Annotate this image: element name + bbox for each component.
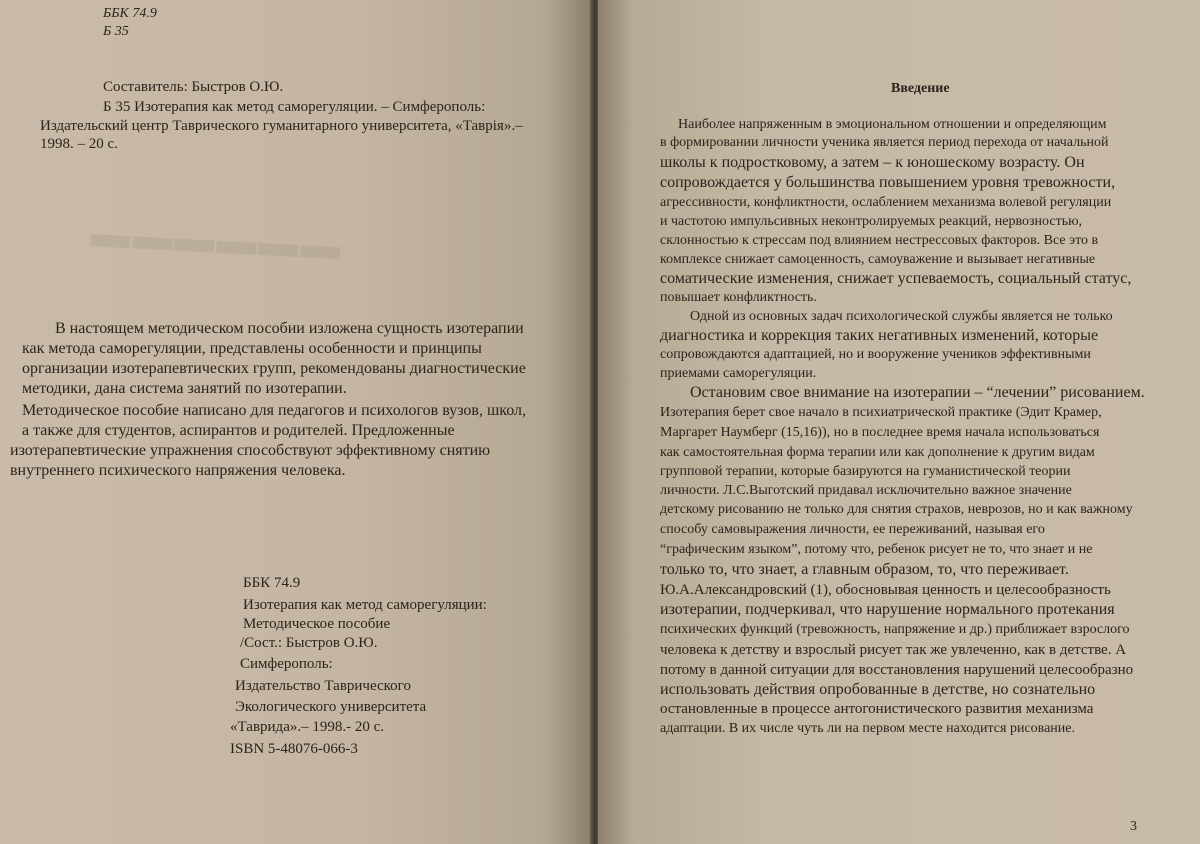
body-line: повышает конфликтность. — [660, 290, 817, 305]
body-line: способу самовыражения личности, ее переживаний, называя его — [660, 522, 1045, 537]
body-line: изотерапии, подчеркивал, что нарушение нормального протекания — [660, 601, 1115, 618]
section-title: Введение — [891, 81, 950, 96]
body-line: в формировании личности ученика является период перехода от начальной — [660, 135, 1109, 150]
catalog-line: Экологического университета — [235, 699, 427, 715]
catalog-line: ББК 74.9 — [243, 575, 301, 591]
abstract-line: В настоящем методическом пособии изложена сущность изотерапии — [55, 320, 524, 337]
abstract-line: методики, дана система занятий по изотерапии. — [22, 380, 347, 397]
catalog-line: Методическое пособие — [243, 616, 391, 632]
left-page — [0, 0, 592, 844]
imprint-line: Б 35 Изотерапия как метод саморегуляции. – Симферополь: — [103, 99, 486, 115]
catalog-line: /Сост.: Быстров О.Ю. — [240, 635, 378, 651]
body-line: и частотою импульсивных неконтролируемых реакций, нервозностью, — [660, 214, 1083, 229]
body-line: Ю.А.Александровский (1), обосновывая ценность и целесообразность — [660, 582, 1111, 598]
body-line: использовать действия опробованные в детстве, но сознательно — [660, 681, 1096, 698]
body-line: только то, что знает, а главным образом, то, что переживает. — [660, 561, 1069, 578]
abstract-line: организации изотерапевтических групп, рекомендованы диагностические — [22, 360, 526, 377]
body-line: адаптации. В их числе чуть ли на первом месте находится рисование. — [660, 721, 1075, 736]
abstract-line: Методическое пособие написано для педагогов и психологов вузов, школ, — [22, 402, 527, 419]
header-code: Б 35 — [103, 24, 129, 39]
catalog-line: Издательство Таврического — [235, 678, 411, 694]
body-line: приемами саморегуляции. — [660, 366, 817, 381]
body-line: комплексе снижает самоценность, самоуважение и вызывает негативные — [660, 252, 1096, 267]
body-line: “графическим языком”, потому что, ребенок рисует не то, что знает и не — [660, 542, 1093, 557]
body-line: агрессивности, конфликтности, ослаблением механизма волевой регуляции — [660, 195, 1112, 210]
right-page — [598, 0, 1200, 844]
body-line: Изотерапия берет свое начало в психиатрической практике (Эдит Крамер, — [660, 405, 1102, 420]
body-line: Наиболее напряженным в эмоциональном отношении и определяющим — [678, 117, 1107, 132]
body-line: потому в данной ситуации для восстановления нарушений целесообразно — [660, 662, 1134, 678]
body-line: Одной из основных задач психологической службы является не только — [690, 309, 1113, 324]
header-code: ББК 74.9 — [103, 6, 157, 21]
catalog-line: Изотерапия как метод саморегуляции: — [243, 597, 487, 613]
body-line: Остановим свое внимание на изотерапии – “лечении” рисованием. — [690, 384, 1145, 401]
imprint-line: Издательский центр Таврического гуманитарного университета, «Таврія».– — [40, 118, 523, 134]
body-line: Маргарет Наумберг (15,16)), но в последнее время начала использоваться — [660, 425, 1100, 440]
catalog-line: Симферополь: — [240, 656, 333, 672]
body-line: остановленные в процессе антогонистического развития механизма — [660, 701, 1094, 717]
body-line: психических функций (тревожность, напряжение и др.) приближает взрослого — [660, 622, 1130, 637]
body-line: школы к подростковому, а затем – к юношескому возрасту. Он — [660, 154, 1085, 171]
body-line: как самостоятельная форма терапии или как дополнение к другим видам — [660, 445, 1095, 460]
body-line: сопровождается у большинства повышением уровня тревожности, — [660, 174, 1116, 191]
abstract-line: внутреннего психического напряжения человека. — [10, 462, 346, 479]
body-line: склонностью к стрессам под влиянием нестрессовых факторов. Все это в — [660, 233, 1099, 248]
body-line: сопровождаются адаптацией, но и вооружение учеников эффективными — [660, 347, 1091, 362]
imprint-line: 1998. – 20 с. — [40, 136, 118, 152]
catalog-line: «Таврида».– 1998.- 20 с. — [230, 719, 384, 735]
body-line: человека к детству и взрослый рисует так же увлеченно, как в детстве. А — [660, 642, 1127, 658]
abstract-line: изотерапевтические упражнения способствуют эффективному снятию — [10, 442, 491, 459]
body-line: личности. Л.С.Выготский придавал исключительно важное значение — [660, 483, 1072, 498]
body-line: диагностика и коррекция таких негативных изменений, которые — [660, 327, 1099, 344]
imprint-line: Составитель: Быстров О.Ю. — [103, 79, 284, 95]
body-line: детскому рисованию не только для снятия страхов, неврозов, но и как важному — [660, 502, 1133, 517]
abstract-line: а также для студентов, аспирантов и родителей. Предложенные — [22, 422, 455, 439]
page-number: 3 — [1130, 819, 1137, 834]
body-line: соматические изменения, снижает успеваемость, социальный статус, — [660, 270, 1132, 287]
show-through-artifact: ▬▬▬▬▬▬ — [89, 210, 344, 269]
abstract-line: как метода саморегуляции, представлены особенности и принципы — [22, 340, 482, 357]
catalog-line: ISBN 5-48076-066-3 — [230, 741, 358, 757]
body-line: групповой терапии, которые базируются на гуманистической теории — [660, 464, 1071, 479]
